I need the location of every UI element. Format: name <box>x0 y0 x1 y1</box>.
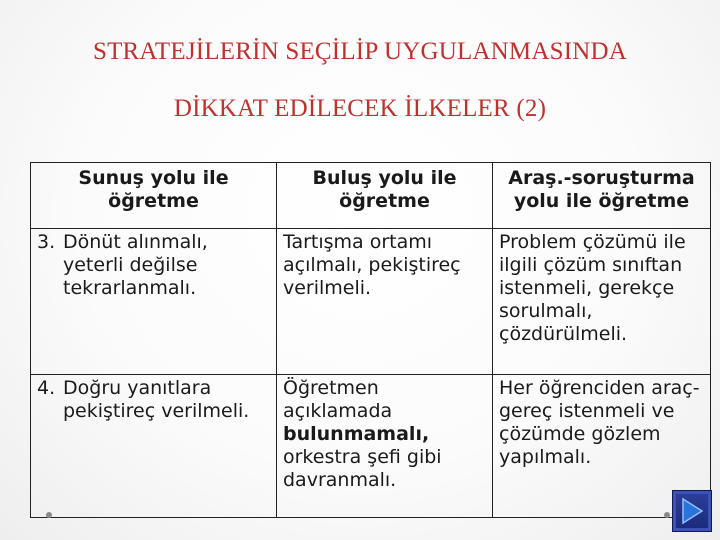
table-cell <box>277 375 493 518</box>
table-cell <box>493 229 711 375</box>
decorative-dot <box>664 512 670 518</box>
cell-text: Tartışma ortamı açılmalı, pekiştireç verilmeli. <box>283 231 461 299</box>
cell-text: Her öğrenciden araç-gereç istenmeli ve çözümde gözlem yapılmalı. <box>499 377 700 468</box>
row-number: 4. <box>37 377 56 399</box>
cell-text: Doğru yanıtlara pekiştireç verilmeli. <box>63 377 250 422</box>
cell-text: Öğretmen açıklamada <box>283 377 393 422</box>
row-number: 3. <box>37 231 56 253</box>
strategy-table <box>30 162 711 518</box>
cell-text: Dönüt alınmalı, yeterli değilse tekrarlanmalı. <box>63 231 208 299</box>
slide-title-line2: DİKKAT EDİLECEK İLKELER (2) <box>173 95 547 122</box>
table-cell <box>277 229 493 375</box>
decorative-dot <box>46 512 52 518</box>
cell-text: Problem çözümü ile ilgili çözüm sınıftan istenmeli, gerekçe sorulmalı, çözdürülmeli. <box>499 231 686 345</box>
table-cell <box>31 229 277 375</box>
table-header-row <box>31 163 711 229</box>
table-row <box>31 229 711 375</box>
play-triangle-icon <box>680 497 704 525</box>
cell-text-bold: bulunmamalı, <box>283 423 430 445</box>
header-sunus: Sunuş yolu ile öğretme <box>31 163 277 229</box>
table-row <box>31 375 711 518</box>
header-arastirma: Araş.-soruşturma yolu ile öğretme <box>493 163 711 229</box>
slide-title-line1: STRATEJİLERİN SEÇİLİP UYGULANMASINDA <box>92 38 628 65</box>
next-slide-button[interactable] <box>672 490 712 532</box>
table-cell <box>31 375 277 518</box>
cell-text: orkestra şefi gibi davranmalı. <box>283 446 442 491</box>
header-bulus: Buluş yolu ile öğretme <box>277 163 493 229</box>
